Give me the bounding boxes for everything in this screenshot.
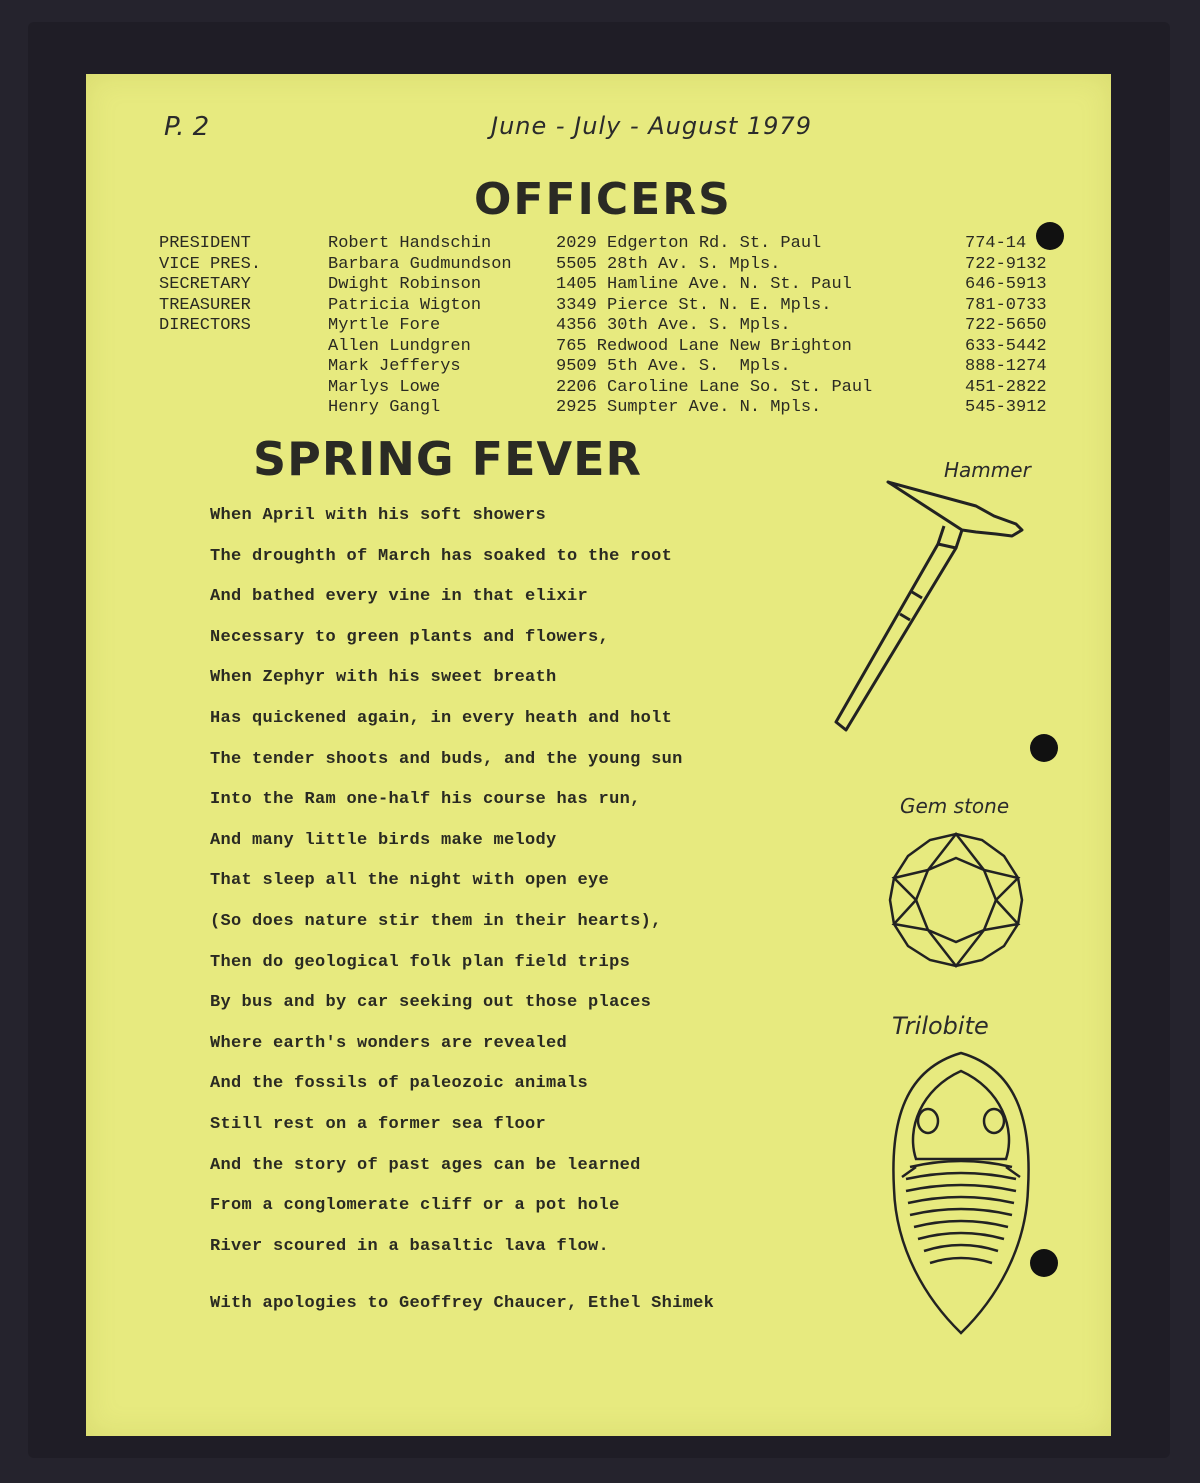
officer-row — [86, 275, 1111, 295]
officer-address: 9509 5th Ave. S. Mpls. — [556, 357, 791, 376]
officer-phone: 545-3912 — [965, 398, 1047, 417]
officer-role: SECRETARY — [159, 275, 251, 294]
officer-phone: 451-2822 — [965, 377, 1047, 397]
officer-row — [86, 337, 1111, 357]
officers-heading: OFFICERS — [474, 174, 732, 225]
officer-name: Mark Jefferys — [328, 357, 461, 376]
officer-row — [86, 378, 1111, 398]
officer-address: 5505 28th Av. S. Mpls. — [556, 254, 781, 274]
officer-name: Dwight Robinson — [328, 275, 482, 294]
officer-address: 1405 Hamline Ave. N. St. Paul — [556, 275, 852, 294]
officer-role: VICE PRES. — [159, 254, 262, 274]
poem-line: Has quickened again, in every heath and holt — [210, 709, 673, 728]
officer-role: PRESIDENT — [159, 234, 251, 253]
poem-line: Where earth's wonders are revealed — [210, 1033, 568, 1053]
punch-hole-bottom — [1030, 1249, 1058, 1277]
officer-row — [86, 234, 1111, 254]
poem-line: And the fossils of paleozoic animals — [210, 1074, 589, 1094]
officer-phone: 774-14 — [965, 234, 1027, 253]
punch-hole-middle — [1030, 734, 1058, 762]
officer-address: 4356 30th Ave. S. Mpls. — [556, 316, 791, 335]
poem-line: (So does nature stir them in their hearts), — [210, 912, 662, 931]
poem-title: SPRING FEVER — [253, 432, 642, 486]
poem-line: And bathed every vine in that elixir — [210, 587, 589, 607]
issue-date: June - July - August 1979 — [491, 112, 812, 140]
poem-line: By bus and by car seeking out those places — [210, 993, 652, 1013]
poem-line: The droughth of March has soaked to the root — [210, 546, 673, 566]
officer-phone: 888-1274 — [965, 357, 1047, 376]
page-number: P. 2 — [164, 112, 210, 142]
officer-address: 2206 Caroline Lane So. St. Paul — [556, 377, 873, 397]
poem-line: Into the Ram one-half his course has run, — [210, 790, 641, 810]
officer-phone: 633-5442 — [965, 336, 1047, 356]
officer-name: Myrtle Fore — [328, 316, 441, 335]
officer-address: 2925 Sumpter Ave. N. Mpls. — [556, 398, 822, 417]
officer-address: 765 Redwood Lane New Brighton — [556, 336, 852, 356]
officer-phone: 781-0733 — [965, 295, 1047, 315]
officer-phone: 722-5650 — [965, 316, 1047, 335]
officer-address: 2029 Edgerton Rd. St. Paul — [556, 234, 822, 253]
officer-name: Robert Handschin — [328, 234, 492, 253]
poem-credit: With apologies to Geoffrey Chaucer, Ethel Shimek — [210, 1294, 715, 1313]
officer-name: Allen Lundgren — [328, 336, 471, 356]
poem-line: The tender shoots and buds, and the young sun — [210, 749, 683, 769]
poem-line: Necessary to green plants and flowers, — [210, 627, 610, 647]
poem-line: Then do geological folk plan field trips — [210, 952, 631, 972]
trilobite-label: Trilobite — [892, 1012, 989, 1040]
officer-address: 3349 Pierce St. N. E. Mpls. — [556, 295, 832, 315]
punch-hole-top — [1036, 222, 1064, 250]
officer-name: Marlys Lowe — [328, 377, 441, 397]
hammer-label: Hammer — [944, 458, 1031, 482]
officer-row — [86, 398, 1111, 418]
poem-line: Still rest on a former sea floor — [210, 1115, 547, 1134]
officer-row — [86, 255, 1111, 275]
officer-row — [86, 316, 1111, 336]
gem-stone-label: Gem stone — [900, 794, 1010, 818]
officer-name: Barbara Gudmundson — [328, 254, 512, 274]
officer-row — [86, 357, 1111, 377]
officer-phone: 646-5913 — [965, 275, 1047, 294]
officer-name: Henry Gangl — [328, 398, 441, 417]
poem-line: That sleep all the night with open eye — [210, 871, 610, 891]
poem-line: When April with his soft showers — [210, 506, 547, 525]
poem-line: River scoured in a basaltic lava flow. — [210, 1236, 610, 1256]
poem-line: From a conglomerate cliff or a pot hole — [210, 1196, 620, 1216]
officer-row — [86, 296, 1111, 316]
trilobite-icon — [886, 1049, 1036, 1339]
newsletter-page — [86, 74, 1111, 1436]
gemstone-icon — [888, 832, 1024, 968]
poem-line: And many little birds make melody — [210, 830, 557, 850]
officer-name: Patricia Wigton — [328, 295, 482, 315]
poem-line: When Zephyr with his sweet breath — [210, 668, 557, 688]
officer-role: TREASURER — [159, 295, 251, 315]
officer-phone: 722-9132 — [965, 254, 1047, 274]
officer-role: DIRECTORS — [159, 316, 251, 335]
rock-hammer-icon — [826, 474, 1026, 739]
poem-line: And the story of past ages can be learned — [210, 1155, 641, 1175]
